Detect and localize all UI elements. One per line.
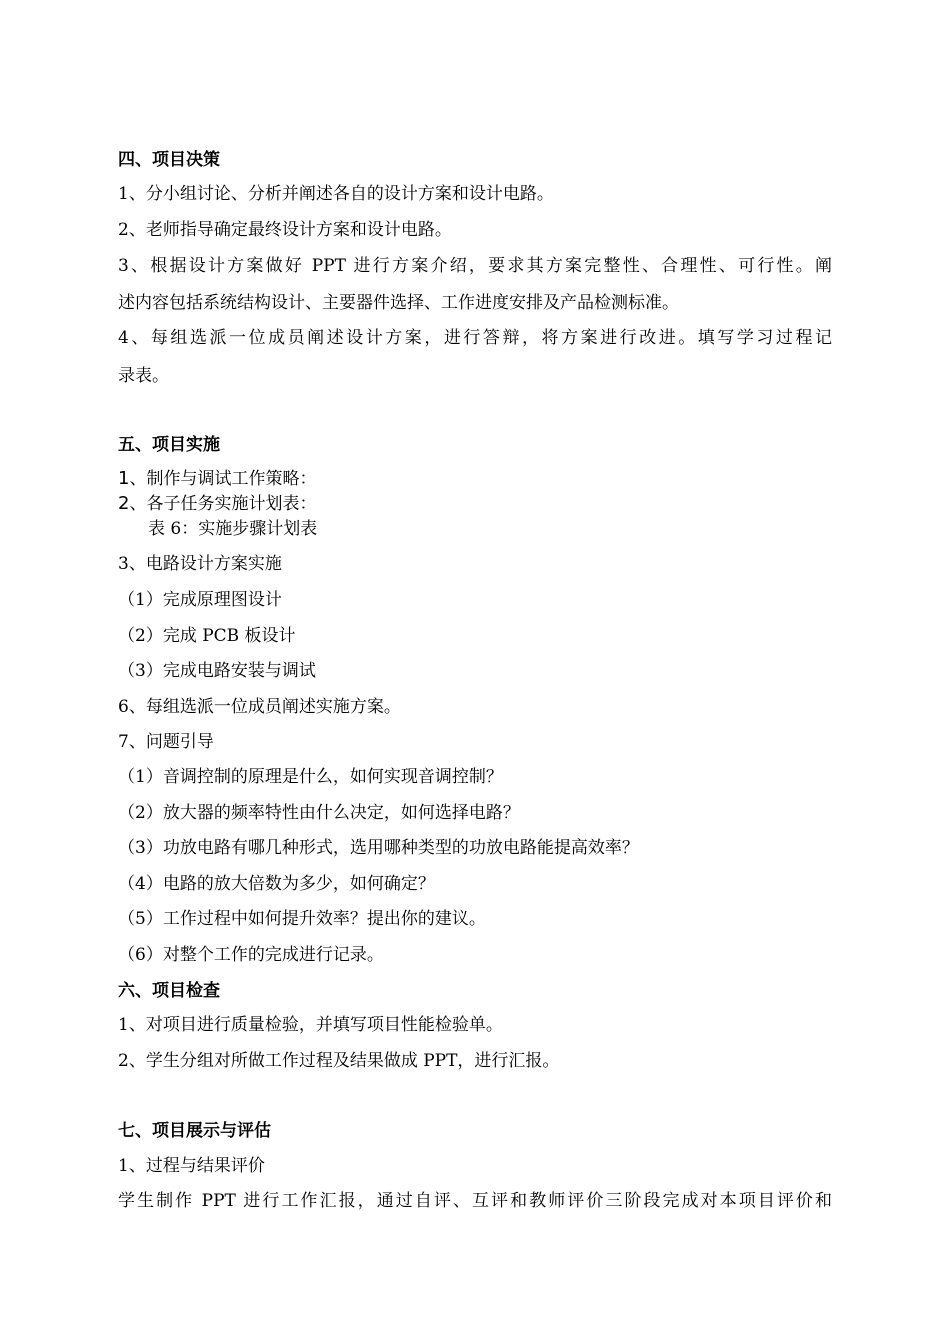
paragraph-line: 3、电路设计方案实施 (118, 554, 282, 574)
paragraph-line: 1、分小组讨论、分析并阐述各自的设计方案和设计电路。 (118, 184, 554, 204)
list-text: 、各子任务实施计划表： (129, 494, 317, 514)
paragraph-line: （4）电路的放大倍数为多少，如何确定？ (118, 874, 435, 894)
list-text: 、制作与调试工作策略： (129, 469, 317, 489)
list-number: 1 (118, 468, 130, 489)
paragraph-line: （3）完成电路安装与调试 (118, 661, 316, 681)
paragraph-line: 学生制作 PPT 进行工作汇报，通过自评、互评和教师评价三阶段完成对本项目评价和 (118, 1191, 832, 1211)
paragraph-line: （1）音调控制的原理是什么，如何实现音调控制？ (118, 767, 503, 787)
list-number: 2 (118, 493, 130, 514)
section-heading-6: 六、项目检查 (118, 981, 220, 1001)
paragraph-line: （2）完成 PCB 板设计 (118, 626, 296, 646)
paragraph-line: 2、老师指导确定最终设计方案和设计电路。 (118, 220, 452, 240)
paragraph-line: 述内容包括系统结构设计、主要器件选择、工作进度安排及产品检测标准。 (118, 293, 679, 313)
paragraph-line: （6）对整个工作的完成进行记录。 (118, 945, 384, 965)
paragraph-line: 2、学生分组对所做工作过程及结果做成 PPT，进行汇报。 (118, 1051, 560, 1071)
section-heading-4: 四、项目决策 (118, 150, 220, 170)
paragraph-line: 1、对项目进行质量检验，并填写项目性能检验单。 (118, 1015, 503, 1035)
paragraph-line: （5）工作过程中如何提升效率？提出你的建议。 (118, 909, 486, 929)
paragraph-line: 6、每组选派一位成员阐述实施方案。 (118, 697, 401, 717)
paragraph-line: 录表。 (118, 366, 169, 386)
paragraph-line: 1、过程与结果评价 (118, 1156, 265, 1176)
list-item (118, 468, 316, 490)
table-caption: 表 6：实施步骤计划表 (148, 519, 318, 539)
paragraph-line: 4、每组选派一位成员阐述设计方案，进行答辩，将方案进行改进。填写学习过程记 (118, 328, 832, 348)
paragraph-line: （2）放大器的频率特性由什么决定，如何选择电路？ (118, 803, 520, 823)
section-heading-5: 五、项目实施 (118, 435, 220, 455)
paragraph-line: 3、根据设计方案做好 PPT 进行方案介绍，要求其方案完整性、合理性、可行性。阐 (118, 256, 832, 276)
paragraph-line: （1）完成原理图设计 (118, 590, 282, 610)
list-item (118, 493, 316, 515)
section-heading-7: 七、项目展示与评估 (118, 1121, 271, 1141)
paragraph-line: 7、问题引导 (118, 732, 214, 752)
paragraph-line: （3）功放电路有哪几种形式，选用哪种类型的功放电路能提高效率？ (118, 838, 639, 858)
